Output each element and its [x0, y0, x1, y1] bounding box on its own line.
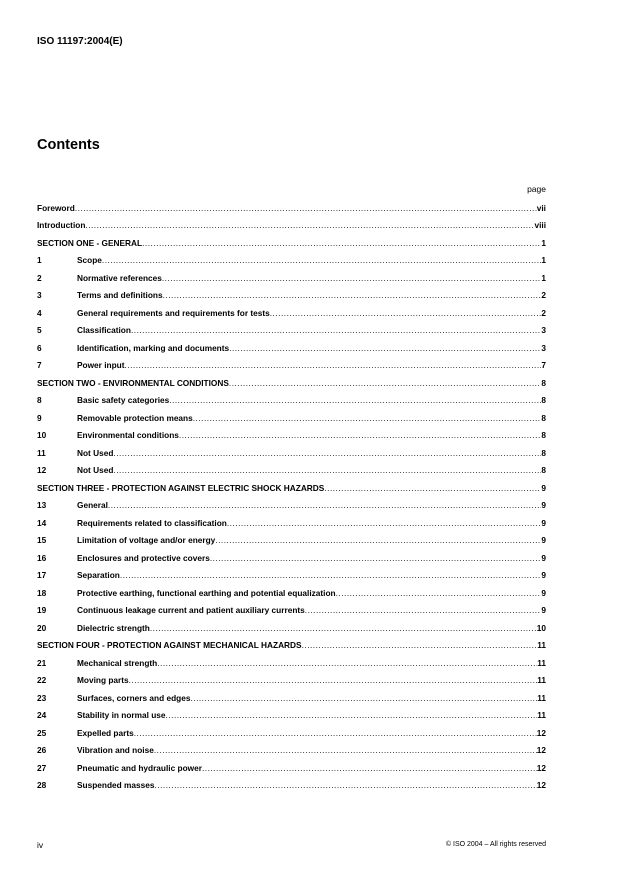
dot-leader [229, 378, 541, 388]
toc-entry[interactable] [37, 269, 546, 287]
toc-entry-number: 18 [37, 587, 47, 598]
toc-entry-number: 3 [37, 290, 42, 301]
dot-leader [154, 780, 536, 790]
toc-entry-page: 8 [541, 395, 546, 406]
toc-entry[interactable] [37, 357, 546, 375]
toc-entry[interactable] [37, 322, 546, 340]
toc-entry-label: Scope [77, 255, 102, 266]
toc-entry-label: SECTION TWO - ENVIRONMENTAL CONDITIONS [37, 377, 229, 388]
toc-entry-page: 1 [541, 237, 546, 248]
dot-leader [190, 693, 537, 703]
toc-entry[interactable] [37, 742, 546, 760]
toc-entry-number: 25 [37, 727, 47, 738]
toc-entry-page: viii [534, 220, 546, 231]
document-header: ISO 11197:2004(E) [37, 36, 123, 47]
toc-entry[interactable] [37, 217, 546, 235]
dot-leader [85, 220, 534, 230]
toc-entry-page: 8 [541, 412, 546, 423]
toc-entry-label: SECTION FOUR - PROTECTION AGAINST MECHANICAL HAZARDS [37, 640, 302, 651]
toc-entry-page: 1 [541, 272, 546, 283]
dot-leader [179, 430, 541, 440]
toc-entry-number: 13 [37, 500, 47, 511]
dot-leader [157, 658, 537, 668]
toc-entry[interactable] [37, 462, 546, 480]
toc-entry-label: Environmental conditions [77, 430, 179, 441]
toc-entry[interactable] [37, 339, 546, 357]
dot-leader [134, 728, 537, 738]
dot-leader [102, 255, 541, 265]
table-of-contents [37, 199, 546, 794]
toc-entry-page: 12 [536, 727, 546, 738]
toc-entry-label: SECTION ONE - GENERAL [37, 237, 143, 248]
toc-entry-number: 21 [37, 657, 47, 668]
toc-entry[interactable] [37, 427, 546, 445]
toc-entry[interactable] [37, 549, 546, 567]
toc-entry-page: 9 [541, 500, 546, 511]
toc-entry-number: 16 [37, 552, 47, 563]
toc-entry-page: 9 [541, 605, 546, 616]
dot-leader [129, 675, 538, 685]
toc-entry-page: 9 [541, 570, 546, 581]
toc-entry-label: Suspended masses [77, 780, 155, 791]
toc-entry[interactable] [37, 602, 546, 620]
toc-entry[interactable] [37, 287, 546, 305]
toc-entry-number: 20 [37, 622, 47, 633]
toc-entry-number: 5 [37, 325, 42, 336]
toc-entry[interactable] [37, 654, 546, 672]
toc-entry-label: Not Used [77, 465, 114, 476]
toc-entry[interactable] [37, 619, 546, 637]
toc-entry-page: 3 [541, 325, 546, 336]
toc-entry-number: 8 [37, 395, 42, 406]
toc-entry-number: 19 [37, 605, 47, 616]
toc-entry-label: Expelled parts [77, 727, 134, 738]
toc-entry-label: Protective earthing, functional earthing and potential equalization [77, 587, 336, 598]
toc-entry-label: SECTION THREE - PROTECTION AGAINST ELECTRIC SHOCK HAZARDS [37, 482, 325, 493]
toc-entry-label: Continuous leakage current and patient auxiliary currents [77, 605, 305, 616]
toc-entry-number: 7 [37, 360, 42, 371]
toc-entry-page: 9 [541, 482, 546, 493]
toc-entry-page: 7 [541, 360, 546, 371]
dot-leader [210, 553, 542, 563]
toc-entry-number: 24 [37, 710, 47, 721]
toc-entry-label: Moving parts [77, 675, 129, 686]
dot-leader [142, 238, 541, 248]
toc-entry-number: 6 [37, 342, 42, 353]
toc-entry-label: Mechanical strength [77, 657, 158, 668]
toc-entry-label: Pneumatic and hydraulic power [77, 762, 202, 773]
toc-entry-page: 12 [536, 780, 546, 791]
toc-entry-label: Introduction [37, 220, 86, 231]
toc-entry-page: 11 [537, 657, 546, 668]
dot-leader [108, 500, 541, 510]
toc-entry-page: 11 [537, 640, 546, 651]
toc-entry-page: 10 [536, 622, 546, 633]
toc-entry-number: 27 [37, 762, 47, 773]
toc-entry-number: 15 [37, 535, 47, 546]
dot-leader [154, 745, 537, 755]
toc-entry[interactable] [37, 199, 546, 217]
toc-entry-label: Foreword [37, 202, 75, 213]
page-column-label: page [527, 184, 546, 194]
dot-leader [169, 395, 541, 405]
toc-entry[interactable] [37, 689, 546, 707]
toc-entry[interactable] [37, 304, 546, 322]
dot-leader [270, 308, 542, 318]
toc-entry-number: 17 [37, 570, 47, 581]
toc-entry[interactable] [37, 374, 546, 392]
toc-entry-page: 9 [541, 535, 546, 546]
dot-leader [229, 343, 541, 353]
toc-entry[interactable] [37, 234, 546, 252]
toc-entry-label: Terms and definitions [77, 290, 163, 301]
dot-leader [166, 710, 538, 720]
toc-entry-page: 3 [541, 342, 546, 353]
toc-entry-label: General [77, 500, 108, 511]
dot-leader [336, 588, 542, 598]
dot-leader [202, 763, 537, 773]
dot-leader [75, 203, 537, 213]
toc-entry[interactable] [37, 724, 546, 742]
dot-leader [120, 570, 541, 580]
toc-entry[interactable] [37, 777, 546, 795]
dot-leader [113, 465, 541, 475]
toc-entry-label: General requirements and requirements for tests [77, 307, 270, 318]
dot-leader [162, 273, 542, 283]
toc-entry-number: 22 [37, 675, 47, 686]
dot-leader [227, 518, 542, 528]
dot-leader [113, 448, 541, 458]
toc-entry-page: 8 [541, 465, 546, 476]
toc-entry[interactable] [37, 392, 546, 410]
toc-entry[interactable] [37, 514, 546, 532]
toc-entry[interactable] [37, 532, 546, 550]
dot-leader [193, 413, 542, 423]
footer-page-number: iv [37, 840, 44, 850]
toc-entry-page: vii [536, 202, 546, 213]
toc-entry-page: 9 [541, 552, 546, 563]
toc-entry-label: Not Used [77, 447, 114, 458]
dot-leader [305, 605, 542, 615]
toc-entry-page: 8 [541, 377, 546, 388]
dot-leader [150, 623, 537, 633]
toc-entry-number: 14 [37, 517, 47, 528]
toc-entry-page: 11 [537, 710, 546, 721]
toc-entry-number: 11 [37, 447, 46, 458]
toc-entry-label: Normative references [77, 272, 162, 283]
dot-leader [215, 535, 541, 545]
footer-copyright: © ISO 2004 – All rights reserved [445, 841, 546, 848]
toc-entry-label: Basic safety categories [77, 395, 170, 406]
toc-entry[interactable] [37, 759, 546, 777]
toc-entry-label: Stability in normal use [77, 710, 166, 721]
dot-leader [302, 640, 538, 650]
toc-entry[interactable] [37, 444, 546, 462]
toc-entry-number: 2 [37, 272, 42, 283]
dot-leader [131, 325, 541, 335]
toc-entry-page: 11 [537, 692, 546, 703]
toc-entry-page: 8 [541, 430, 546, 441]
toc-entry[interactable] [37, 567, 546, 585]
toc-entry[interactable] [37, 479, 546, 497]
toc-entry[interactable] [37, 409, 546, 427]
toc-entry-label: Surfaces, corners and edges [77, 692, 191, 703]
toc-entry-label: Power input [77, 360, 125, 371]
dot-leader [324, 483, 541, 493]
toc-entry-number: 26 [37, 745, 47, 756]
toc-entry-label: Separation [77, 570, 120, 581]
toc-entry-page: 2 [541, 290, 546, 301]
toc-entry-page: 2 [541, 307, 546, 318]
toc-entry-number: 10 [37, 430, 47, 441]
toc-entry-number: 12 [37, 465, 47, 476]
toc-entry-page: 12 [536, 762, 546, 773]
toc-entry-page: 1 [541, 255, 546, 266]
toc-entry-label: Limitation of voltage and/or energy [77, 535, 216, 546]
dot-leader [124, 360, 541, 370]
toc-entry-label: Removable protection means [77, 412, 193, 423]
toc-entry-page: 12 [536, 745, 546, 756]
toc-entry-label: Identification, marking and documents [77, 342, 230, 353]
toc-entry-page: 11 [537, 675, 546, 686]
toc-entry-number: 4 [37, 307, 42, 318]
page-title: Contents [37, 137, 100, 153]
toc-entry-page: 9 [541, 587, 546, 598]
toc-entry[interactable] [37, 707, 546, 725]
toc-entry[interactable] [37, 497, 546, 515]
dot-leader [163, 290, 542, 300]
toc-entry-label: Requirements related to classification [77, 517, 227, 528]
toc-entry-number: 1 [37, 255, 42, 266]
toc-entry-page: 9 [541, 517, 546, 528]
toc-entry-label: Classification [77, 325, 131, 336]
toc-entry-number: 23 [37, 692, 47, 703]
toc-entry-label: Vibration and noise [77, 745, 154, 756]
toc-entry[interactable] [37, 672, 546, 690]
toc-entry[interactable] [37, 252, 546, 270]
toc-entry-number: 9 [37, 412, 42, 423]
toc-entry-page: 8 [541, 447, 546, 458]
toc-entry[interactable] [37, 584, 546, 602]
toc-entry-number: 28 [37, 780, 47, 791]
toc-entry[interactable] [37, 637, 546, 655]
toc-entry-label: Dielectric strength [77, 622, 150, 633]
toc-entry-label: Enclosures and protective covers [77, 552, 210, 563]
